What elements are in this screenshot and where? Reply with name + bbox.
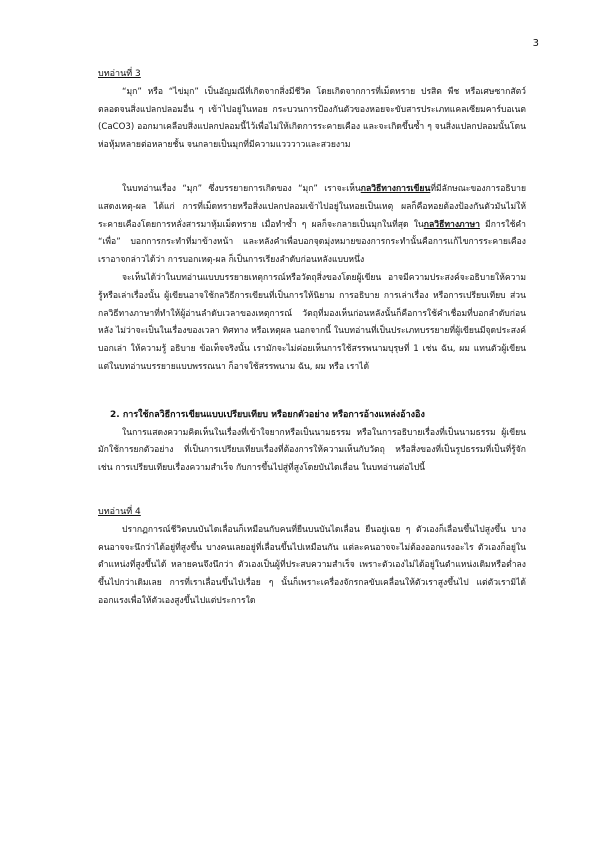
section-2-title: 2. การใช้กลวิธีการเขียนแบบเปรียบเทียบ หรือยกตัวอย่าง หรือการอ้างแหล่งอ้างอิง bbox=[110, 409, 425, 420]
reading-4-heading: บทอ่านที่ 4 bbox=[98, 506, 141, 517]
narrative-summary-paragraph: จะเห็นได้ว่าในบทอ่านแบบบรรยายเหตุการณ์หรือวัตถุสิ่งของโดยผู้เขียน อาจมีความประสงค์จะอธิบายให้ความรู้หรือเล่าเรื่องนั้น ผู้เขียนอาจใช้กลวิธีการเขียนที่เป็นการให้นิยาม การอธิบาย การเล่าเรื่อง หรือการเปรียบเทียบ ส่วนกลวิธีทางภาษาที่ทำให้ผู้อ่านลำดับเวลาของเหตุการณ์ วัตถุที่มองเห็นก่อนหลังนั้นก็คือการใช้คำเชื่อมที่บอกลำดับก่อนหลัง ไม่ว่าจะเป็นในเรื่องของเวลา ทิศทาง หรือเหตุผล นอกจากนี้ ในบทอ่านที่เป็นประเภทบรรยายที่ผู้เขียนมีจุดประสงค์บอกเล่า ให้ความรู้ อธิบาย ข้อเท็จจริงนั้น เรามักจะไม่ค่อยเห็นการใช้สรรพนามบุรุษที่ 1 เช่น ฉัน, ผม แทนตัวผู้เขียน แต่ในบทอ่านบรรยายแบบพรรณนา ก็อาจใช้สรรพนาม ฉัน, ผม หรือ เราได้ bbox=[98, 272, 526, 372]
pearl-analysis-paragraph bbox=[98, 181, 526, 270]
pearl-analysis-text-a: ในบทอ่านเรื่อง “มุก” ซึ่งบรรยายการเกิดของ “มุก” เราจะเห็น bbox=[122, 183, 361, 194]
writing-technique-term: กลวิธีทางการเขียน bbox=[360, 183, 431, 194]
reading-3-text: “มุก” หรือ “ไข่มุก” เป็นอัญมณีที่เกิดจากสิ่งมีชีวิต โดยเกิดจากการที่เม็ดทราย ปรสิต พืช หรือเศษซากสัตว์ ตลอดจนสิ่งแปลกปลอมอื่น ๆ เข้าไปอยู่ในหอย กระบวนการป้องกันตัวของหอยจะขับสารประเภทแคลเซียมคาร์บอเนต (CaCO3) ออกมาเคลือบสิ่งแปลกปลอมนี้ไว้เพื่อไม่ให้เกิดการระคายเคือง และจะเกิดขึ้นซ้ำ ๆ จนสิ่งแปลกปลอมนั้นโดนห่อหุ้มหลายต่อหลายชั้น จนกลายเป็นมุกที่มีความแวววาวและสวยงาม bbox=[98, 86, 526, 151]
pearl-analysis-text-f: มีการใช้คำ “เพื่อ” บอกการกระทำที่มาข้างหน้า และหลังคำเพื่อบอกจุดมุ่งหมายของการกระทำนั้นคือการแก้ไขการระคายเคือง เราอาจกล่าวได้ว่า การบอกเหตุ-ผล ก็เป็นการเรียงลำดับก่อนหลังแบบหนึ่ง bbox=[98, 219, 527, 266]
page-content bbox=[98, 66, 526, 611]
language-technique-term: กลวิธีทางภาษา bbox=[423, 219, 481, 230]
section-2-paragraph: ในการแสดงความคิดเห็นในเรื่องที่เข้าใจยากหรือเป็นนามธรรม หรือในการอธิบายเรื่องที่เป็นนามธรรม ผู้เขียนมักใช้การยกตัวอย่าง ที่เป็นการเปรียบเทียบเรื่องที่ต้องการให้ความเห็นกับวัตถุ หรือสิ่งของที่เป็นรูปธรรมที่เป็นที่รู้จัก เช่น การเปรียบเทียบเรื่องความสำเร็จ กับการขึ้นไปสู่ที่สูงโดยบันไดเลื่อน ในบทอ่านต่อไปนี้ bbox=[98, 427, 526, 474]
page-number: 3 bbox=[532, 38, 539, 49]
reading-4-text: ปรากฏการณ์ชีวิตบนบันไดเลื่อนก็เหมือนกับคนที่ยืนบนบันไดเลื่อน ยืนอยู่เฉย ๆ ตัวเองก็เลื่อนขึ้นไปสูงขึ้น บางคนอาจจะนึกว่าได้อยู่ที่สูงขึ้น บางคนเลยอยู่ที่เลื่อนขึ้นไปเหมือนกัน แต่ละคนอาจจะไม่ต้องออกแรงอะไร ตัวเองก็อยู่ในตำแหน่งที่สูงขึ้นได้ หลายคนจึงนึกว่า ตัวเองเป็นผู้ที่ประสบความสำเร็จ เพราะตัวเองไม่ได้อยู่ในตำแหน่งเดิมหรือต่ำลงขึ้นไปกว่าเดิมเลย การที่เราเลื่อนขึ้นไปเรื่อย ๆ นั้นก็เพราะเครื่องจักรกลขับเคลื่อนให้ตัวเราสูงขึ้นไป แต่ตัวเรามิได้ออกแรงเพื่อให้ตัวเองสูงขึ้นไปแต่ประการใด bbox=[98, 524, 526, 606]
reading-3-heading: บทอ่านที่ 3 bbox=[98, 69, 141, 79]
pearl-analysis-text-c: ที่มีลักษณะของการอธิบายแสดงเหตุ-ผล ได้แก่ การที่เม็ดทรายหรือสิ่งแปลกปลอมเข้าไปอยู่ในหอยเป็นเหตุ ผลก็คือหอยต้องป้องกันตัวมันไม่ให้ระคายเคืองโดยการหลั่งสารมาหุ้มเม็ดทราย เมื่อทำซ้ำ ๆ ผลก็จะกลายเป็นมุกในที่สุด bbox=[98, 183, 526, 230]
pearl-analysis-text-d: ใน bbox=[413, 219, 424, 230]
